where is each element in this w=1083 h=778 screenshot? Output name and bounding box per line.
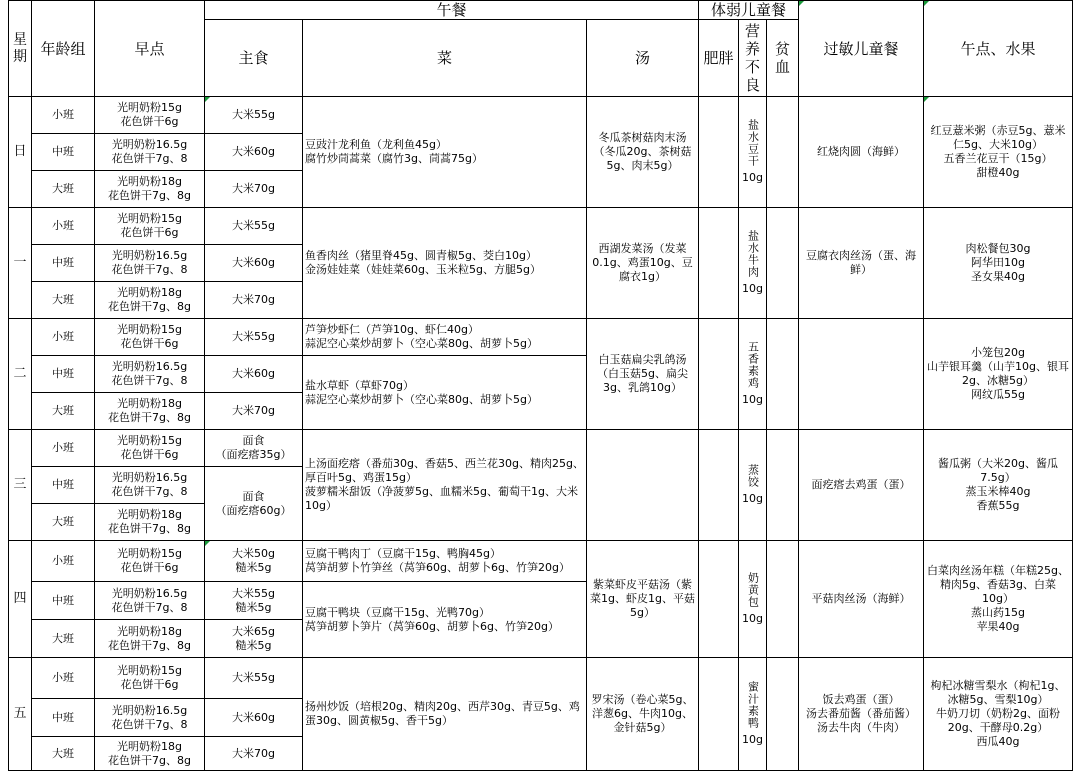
- dish-cell: 豆豉汁龙利鱼（龙利鱼45g） 腐竹炒茼蒿菜（腐竹3g、茼蒿75g）: [303, 97, 587, 208]
- anemia-cell: [767, 541, 799, 658]
- malnutrition-food: 奶黄包: [746, 572, 760, 608]
- header-age-group: 年龄组: [32, 1, 95, 97]
- dish-cell: 鱼香肉丝（猪里脊45g、圆青椒5g、茭白10g） 金汤娃娃菜（娃娃菜60g、玉米粒5g、方腿5g）: [303, 208, 587, 319]
- dish-cell: 上汤面疙瘩（番茄30g、香菇5、西兰花30g、精肉25g、厚百叶5g、鸡蛋15g） 菠萝糯米甜饭（净菠萝5g、血糯米5g、葡萄干1g、大米10g）: [303, 430, 587, 541]
- staple-cell: 大米70g: [205, 282, 303, 319]
- header-breakfast: 早点: [95, 1, 205, 97]
- weekday-cell: 五: [9, 658, 32, 771]
- weekday-cell: 日: [9, 97, 32, 208]
- allergy-cell: 面疙瘩去鸡蛋（蛋）: [799, 430, 924, 541]
- staple-cell: 大米60g: [205, 245, 303, 282]
- breakfast-cell: 光明奶粉15g 花色饼干6g: [95, 319, 205, 356]
- dish-cell: 扬州炒饭（培根20g、精肉20g、西芹30g、青豆5g、鸡蛋30g、圆黄椒5g、香干5g）: [303, 658, 587, 771]
- afternoon-cell: 酱瓜粥（大米20g、酱瓜7.5g） 蒸玉米棒40g 香蕉55g: [924, 430, 1073, 541]
- malnutrition-amount: 10g: [742, 393, 763, 406]
- allergy-cell: 平菇肉丝汤（海鲜）: [799, 541, 924, 658]
- allergy-cell: [799, 319, 924, 430]
- obese-cell: [699, 97, 739, 208]
- staple-cell: 大米55g: [205, 319, 303, 356]
- header-malnutrition: 营 养 不 良: [739, 20, 767, 97]
- dish-cell: 芦笋炒虾仁（芦笋10g、虾仁40g） 蒜泥空心菜炒胡萝卜（空心菜80g、胡萝卜5g）: [303, 319, 587, 356]
- age-group-cell: 中班: [32, 134, 95, 171]
- age-group-cell: 中班: [32, 467, 95, 504]
- staple-cell: 面食 （面疙瘩60g）: [205, 467, 303, 541]
- weekday-cell: 四: [9, 541, 32, 658]
- malnutrition-cell: [739, 430, 767, 541]
- malnutrition-amount: 10g: [742, 492, 763, 505]
- staple-cell: 大米60g: [205, 134, 303, 171]
- age-group-cell: 小班: [32, 658, 95, 699]
- weekday-cell: 二: [9, 319, 32, 430]
- breakfast-cell: 光明奶粉16.5g 花色饼干7g、8: [95, 134, 205, 171]
- age-group-cell: 中班: [32, 356, 95, 393]
- malnutrition-amount: 10g: [742, 733, 763, 746]
- staple-cell: 大米55g: [205, 658, 303, 699]
- malnutrition-cell: [739, 658, 767, 771]
- malnutrition-amount: 10g: [742, 282, 763, 295]
- age-group-cell: 大班: [32, 620, 95, 658]
- obese-cell: [699, 430, 739, 541]
- age-group-cell: 大班: [32, 504, 95, 541]
- breakfast-cell: 光明奶粉16.5g 花色饼干7g、8: [95, 699, 205, 737]
- age-group-cell: 小班: [32, 319, 95, 356]
- breakfast-cell: 光明奶粉15g 花色饼干6g: [95, 430, 205, 467]
- malnutrition-amount: 10g: [742, 612, 763, 625]
- staple-cell: 大米50g 糙米5g: [205, 541, 303, 582]
- anemia-cell: [767, 208, 799, 319]
- afternoon-cell: 红豆薏米粥（赤豆5g、薏米仁5g、大米10g） 五香兰花豆干（15g） 甜橙40g: [924, 97, 1073, 208]
- malnutrition-food: 盐水牛肉: [746, 230, 760, 278]
- breakfast-cell: 光明奶粉18g 花色饼干7g、8g: [95, 620, 205, 658]
- age-group-cell: 中班: [32, 245, 95, 282]
- allergy-cell: 红烧肉圆（海鲜）: [799, 97, 924, 208]
- malnutrition-food: 蒸饺: [746, 464, 760, 488]
- anemia-cell: [767, 97, 799, 208]
- weekday-cell: 三: [9, 430, 32, 541]
- anemia-cell: [767, 430, 799, 541]
- age-group-cell: 大班: [32, 171, 95, 208]
- breakfast-cell: 光明奶粉15g 花色饼干6g: [95, 97, 205, 134]
- header-soup: 汤: [587, 20, 699, 97]
- breakfast-cell: 光明奶粉18g 花色饼干7g、8g: [95, 393, 205, 430]
- age-group-cell: 中班: [32, 699, 95, 737]
- breakfast-cell: 光明奶粉16.5g 花色饼干7g、8: [95, 467, 205, 504]
- soup-cell: 西湖发菜汤（发菜0.1g、鸡蛋10g、豆腐衣1g）: [587, 208, 699, 319]
- afternoon-cell: 枸杞冰糖雪梨水（枸杞1g、冰糖5g、雪梨10g） 牛奶刀切（奶粉2g、面粉20g、干酵母0.2g） 西瓜40g: [924, 658, 1073, 771]
- dish-cell: 盐水草虾（草虾70g） 蒜泥空心菜炒胡萝卜（空心菜80g、胡萝卜5g）: [303, 356, 587, 430]
- malnutrition-cell: [739, 208, 767, 319]
- age-group-cell: 小班: [32, 97, 95, 134]
- age-group-cell: 中班: [32, 582, 95, 620]
- soup-cell: 冬瓜茶树菇肉末汤（冬瓜20g、茶树菇5g、肉末5g）: [587, 97, 699, 208]
- staple-cell: 面食 （面疙瘩35g）: [205, 430, 303, 467]
- age-group-cell: 小班: [32, 541, 95, 582]
- soup-cell: 白玉菇扁尖乳鸽汤（白玉菇5g、扁尖3g、乳鸽10g）: [587, 319, 699, 430]
- obese-cell: [699, 541, 739, 658]
- afternoon-cell: 肉松餐包30g 阿华田10g 圣女果40g: [924, 208, 1073, 319]
- header-dish: 菜: [303, 20, 587, 97]
- header-lunch: 午餐: [205, 1, 699, 20]
- malnutrition-amount: 10g: [742, 171, 763, 184]
- malnutrition-cell: [739, 541, 767, 658]
- malnutrition-food: 蜜汁素鸭: [746, 681, 760, 729]
- breakfast-cell: 光明奶粉18g 花色饼干7g、8g: [95, 171, 205, 208]
- age-group-cell: 大班: [32, 282, 95, 319]
- anemia-cell: [767, 658, 799, 771]
- afternoon-cell: 小笼包20g 山芋银耳羹（山芋10g、银耳2g、冰糖5g） 网纹瓜55g: [924, 319, 1073, 430]
- header-allergy: 过敏儿童餐: [799, 1, 924, 97]
- header-staple: 主食: [205, 20, 303, 97]
- header-weekday: 星 期: [9, 1, 32, 97]
- soup-cell: 罗宋汤（卷心菜5g、洋葱6g、牛肉10g、金针菇5g）: [587, 658, 699, 771]
- malnutrition-food: 五香素鸡: [746, 341, 760, 389]
- breakfast-cell: 光明奶粉15g 花色饼干6g: [95, 541, 205, 582]
- breakfast-cell: 光明奶粉16.5g 花色饼干7g、8: [95, 356, 205, 393]
- staple-cell: 大米55g: [205, 97, 303, 134]
- soup-cell: [587, 430, 699, 541]
- staple-cell: 大米70g: [205, 737, 303, 771]
- dish-cell: 豆腐干鸭肉丁（豆腐干15g、鸭胸45g） 莴笋胡萝卜竹笋丝（莴笋60g、胡萝卜6g、竹笋20g）: [303, 541, 587, 582]
- staple-cell: 大米55g: [205, 208, 303, 245]
- malnutrition-food: 盐水豆干: [746, 119, 760, 167]
- malnutrition-cell: [739, 319, 767, 430]
- breakfast-cell: 光明奶粉16.5g 花色饼干7g、8: [95, 245, 205, 282]
- header-obese: 肥胖: [699, 20, 739, 97]
- breakfast-cell: 光明奶粉15g 花色饼干6g: [95, 658, 205, 699]
- weekly-menu-table: [8, 0, 1073, 771]
- header-afternoon: 午点、水果: [924, 1, 1073, 97]
- breakfast-cell: 光明奶粉15g 花色饼干6g: [95, 208, 205, 245]
- age-group-cell: 大班: [32, 393, 95, 430]
- dish-cell: 豆腐干鸭块（豆腐干15g、光鸭70g） 莴笋胡萝卜笋片（莴笋60g、胡萝卜6g、竹笋20g）: [303, 582, 587, 658]
- soup-cell: 紫菜虾皮平菇汤（紫菜1g、虾皮1g、平菇5g）: [587, 541, 699, 658]
- age-group-cell: 小班: [32, 430, 95, 467]
- breakfast-cell: 光明奶粉18g 花色饼干7g、8g: [95, 504, 205, 541]
- staple-cell: 大米60g: [205, 699, 303, 737]
- breakfast-cell: 光明奶粉18g 花色饼干7g、8g: [95, 737, 205, 771]
- staple-cell: 大米70g: [205, 393, 303, 430]
- staple-cell: 大米60g: [205, 356, 303, 393]
- age-group-cell: 大班: [32, 737, 95, 771]
- obese-cell: [699, 658, 739, 771]
- afternoon-cell: 白菜肉丝汤年糕（年糕25g、精肉5g、香菇3g、白菜10g） 蒸山药15g 苹果40g: [924, 541, 1073, 658]
- weekday-cell: 一: [9, 208, 32, 319]
- header-weak-children: 体弱儿童餐: [699, 1, 799, 20]
- header-anemia: 贫 血: [767, 20, 799, 97]
- obese-cell: [699, 208, 739, 319]
- breakfast-cell: 光明奶粉18g 花色饼干7g、8g: [95, 282, 205, 319]
- breakfast-cell: 光明奶粉16.5g 花色饼干7g、8: [95, 582, 205, 620]
- anemia-cell: [767, 319, 799, 430]
- malnutrition-cell: [739, 97, 767, 208]
- obese-cell: [699, 319, 739, 430]
- allergy-cell: 饭去鸡蛋（蛋） 汤去番茄酱（番茄酱） 汤去牛肉（牛肉）: [799, 658, 924, 771]
- staple-cell: 大米70g: [205, 171, 303, 208]
- allergy-cell: 豆腐衣肉丝汤（蛋、海鲜）: [799, 208, 924, 319]
- staple-cell: 大米55g 糙米5g: [205, 582, 303, 620]
- staple-cell: 大米65g 糙米5g: [205, 620, 303, 658]
- age-group-cell: 小班: [32, 208, 95, 245]
